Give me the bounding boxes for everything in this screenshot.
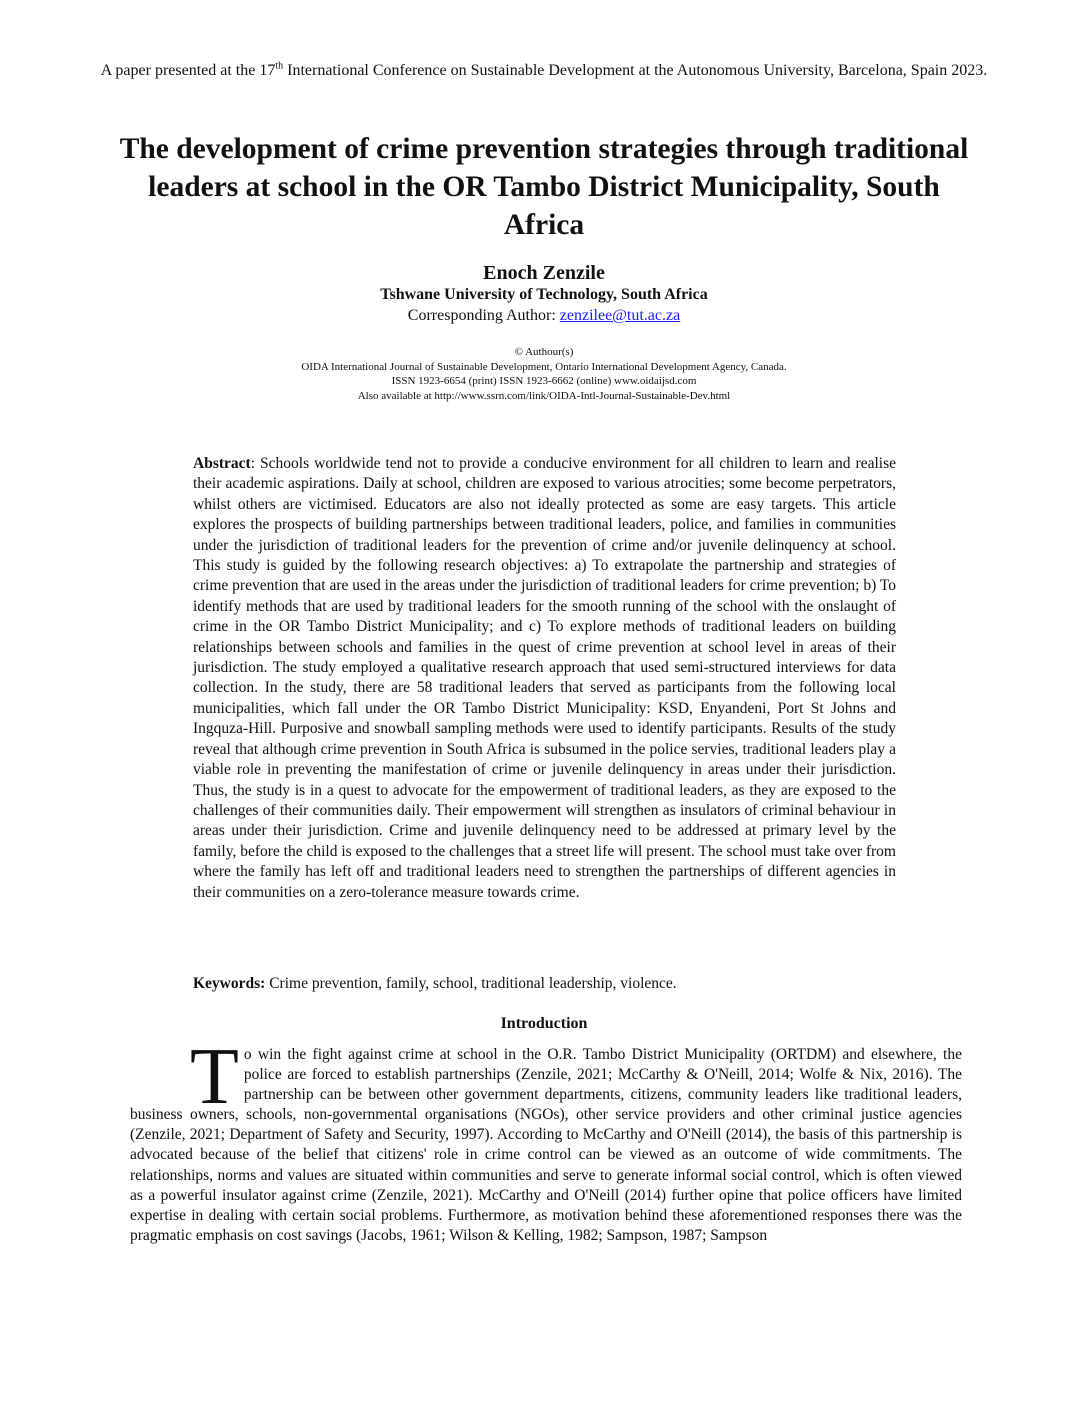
conference-note-pre: A paper presented at the 17	[100, 62, 276, 79]
paper-title: The development of crime prevention strategies through traditional leaders at school in the OR Tambo District Municipality, South Africa	[119, 133, 969, 241]
abstract	[193, 454, 896, 903]
issn-line: ISSN 1923-6654 (print) ISSN 1923-6662 (online) www.oidaijsd.com	[391, 375, 697, 387]
conference-note	[100, 60, 988, 82]
copyright-line: © Authour(s)	[514, 346, 574, 358]
dropcap-letter: T	[190, 1033, 239, 1121]
keywords-text: Crime prevention, family, school, traditional leadership, violence.	[265, 975, 677, 992]
availability-line: Also available at http://www.ssrn.com/link/OIDA-Intl-Journal-Sustainable-Dev.html	[357, 389, 731, 402]
author-affiliation: Tshwane University of Technology, South Africa	[380, 286, 708, 303]
journal-name: OIDA International Journal of Sustainable Development, Ontario International Development Agency, Canada.	[301, 360, 787, 373]
introduction-heading: Introduction	[500, 1015, 588, 1032]
introduction-text: o win the fight against crime at school in the O.R. Tambo District Municipality (ORTDM) and elsewhere, the police are forced to establish partnerships (Zenzile, 2021; McCarthy & O'Neill, 2014; Wolfe & Nix, 2016). The partnership can be between other government departments, citizens, community leaders like traditional leaders, business owners, schools, non-governmental organisations (NGOs), other service providers and other criminal justice agencies (Zenzile, 2021; Department of Safety and Security, 1997). According to McCarthy and O'Neill (2014), the basis of this partnership is advocated because of the belief that citizens' role in crime control can be viewed as an outcome of wide commitments. The relationships, norms and values are situated within communities and serve to generate informal social control, which is often viewed as a powerful insulator against crime (Zenzile, 2021). McCarthy and O'Neill (2014) further opine that police officers have limited expertise in dealing with certain social problems. Furthermore, as motivation behind these aforementioned responses there was the pragmatic emphasis on cost savings (Jacobs, 1961; Wilson & Kelling, 1982; Sampson, 1987; Sampson	[130, 1046, 962, 1244]
keywords-label: Keywords:	[193, 975, 266, 992]
abstract-text: : Schools worldwide tend not to provide a conducive environment for all children to learn and realise their academic aspirations. Daily at school, children are exposed to various atrocities; some become perpetrators, whilst others are victimised. Educators are also not ideally protected as some are easy targets. This article explores the prospects of building partnerships between traditional leaders, police, and families in communities under the jurisdiction of traditional leaders for the prevention of crime and/or juvenile delinquency at school. This study is guided by the following research objectives: a) To extrapolate the partnership and strategies of crime prevention that are used in the areas under the jurisdiction of traditional leaders for crime prevention; b) To identify methods that are used by traditional leaders for the smooth running of the school with the onslaught of crime in the OR Tambo District Municipality; and c) To explore methods of traditional leaders on building relationships between schools and families in the quest of crime prevention at school level in areas of their jurisdiction. The study employed a qualitative research approach that used semi-structured interviews for data collection. In the study, there are 58 traditional leaders that served as participants from the following local municipalities, which fall under the OR Tambo District Municipality: KSD, Enyandeni, Port St Johns and Ingquza-Hill. Purposive and snowball sampling methods were used to identify participants. Results of the study reveal that although crime prevention in South Africa is subsumed in the police servies, traditional leaders play a viable role in preventing the manifestation of crime or juvenile delinquency in areas under their jurisdiction. Thus, the study is in a quest to advocate for the empowerment of traditional leaders, as they are exposed to the challenges of their communities daily. Their empowerment will strengthen as insulators of criminal behaviour in areas under their jurisdiction. Crime and juvenile delinquency need to be addressed at primary level by the family, before the child is exposed to the challenges that a street life will present. The school must take over from where the family has left off and traditional leaders need to strengthen the partnerships of different agencies in their communities on a zero-tolerance measure towards crime.	[193, 455, 896, 901]
conference-note-post: International Conference on Sustainable Development at the Autonomous University, Barcelona, Spain 2023.	[283, 62, 988, 79]
keywords	[193, 974, 896, 994]
journal-info	[150, 345, 938, 403]
author-name: Enoch Zenzile	[483, 262, 605, 284]
corresponding-label: Corresponding Author:	[407, 307, 560, 324]
conference-note-sup: th	[275, 60, 284, 72]
introduction-body	[130, 1033, 962, 1246]
corresponding-author	[0, 306, 1088, 326]
author-email-link[interactable]: zenzilee@tut.ac.za	[559, 307, 681, 324]
abstract-label: Abstract	[193, 455, 251, 472]
